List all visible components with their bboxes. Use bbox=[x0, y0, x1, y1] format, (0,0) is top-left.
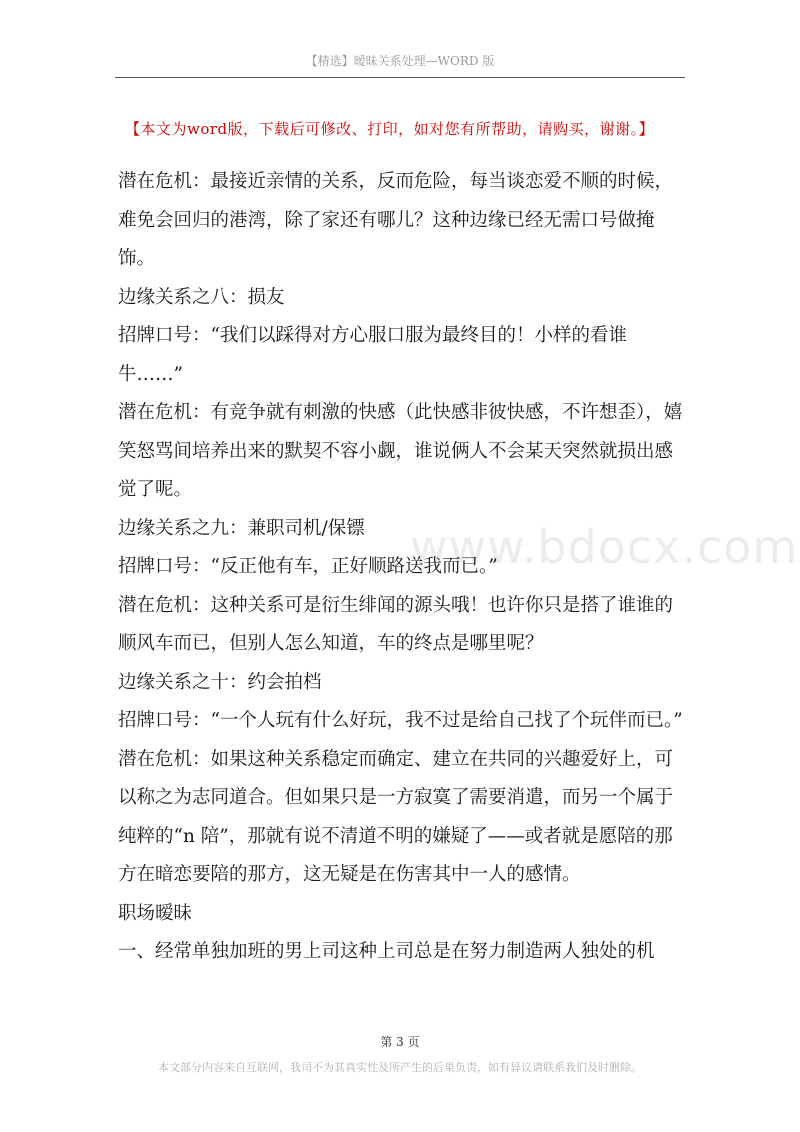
page-footer: 本文部分内容来自互联网，我司不为其真实性及所产生的后果负责，如有异议请联系我们及时删除。 bbox=[158, 1061, 642, 1074]
document-body bbox=[118, 163, 688, 972]
paragraph-slogan-10: 招牌口号：“一个人玩有什么好玩，我不过是给自己找了个玩伴而已。” bbox=[118, 710, 683, 731]
paragraph-crisis-family: 潜在危机：最接近亲情的关系，反而危险，每当谈恋爱不顺的时候，难免会回归的港湾，除了家还有哪儿？这种边缘已经无需口号做掩饰。 bbox=[118, 171, 674, 269]
page-header: 【精选】暧昧关系处理—WORD 版 bbox=[115, 52, 685, 78]
heading-workplace: 职场暧昧 bbox=[118, 902, 193, 924]
paragraph-slogan-9: 招牌口号：“反正他有车，正好顺路送我而已。” bbox=[118, 556, 498, 577]
paragraph-crisis-10: 潜在危机：如果这种关系稳定而确定、建立在共同的兴趣爱好上，可以称之为志同道合。但如果只是一方寂寞了需要消遣，而另一个属于纯粹的“n 陪”，那就有说不清道不明的嫌疑了——或者就是愿陪的那方在暗恋要陪的那方，这无疑是在伤害其中一人的感情。 bbox=[118, 748, 674, 885]
watermark: www.bdocx.com bbox=[410, 520, 799, 574]
page-number: 第 3 页 bbox=[380, 1035, 420, 1049]
paragraph-crisis-9: 潜在危机：这种关系可是衍生绯闻的源头哦！也许你只是搭了谁谁的顺风车而已，但别人怎么知道，车的终点是哪里呢？ bbox=[118, 594, 674, 654]
heading-relation-9: 边缘关系之九：兼职司机/保镖 bbox=[118, 517, 365, 539]
heading-relation-10: 边缘关系之十：约会拍档 bbox=[118, 671, 322, 693]
paragraph-crisis-8: 潜在危机：有竞争就有刺激的快感（此快感非彼快感，不许想歪），嬉笑怒骂间培养出来的默契不容小觑，谁说俩人不会某天突然就损出感觉了呢。 bbox=[118, 402, 683, 500]
paragraph-workplace-1: 一、经常单独加班的男上司这种上司总是在努力制造两人独处的机 bbox=[118, 941, 655, 962]
heading-relation-8: 边缘关系之八：损友 bbox=[118, 286, 285, 308]
paragraph-slogan-8: 招牌口号：“我们以踩得对方心服口服为最终目的！小样的看谁牛……” bbox=[118, 325, 627, 385]
download-notice: 【本文为word版，下载后可修改、打印，如对您有所帮助，请购买，谢谢。】 bbox=[125, 120, 655, 138]
